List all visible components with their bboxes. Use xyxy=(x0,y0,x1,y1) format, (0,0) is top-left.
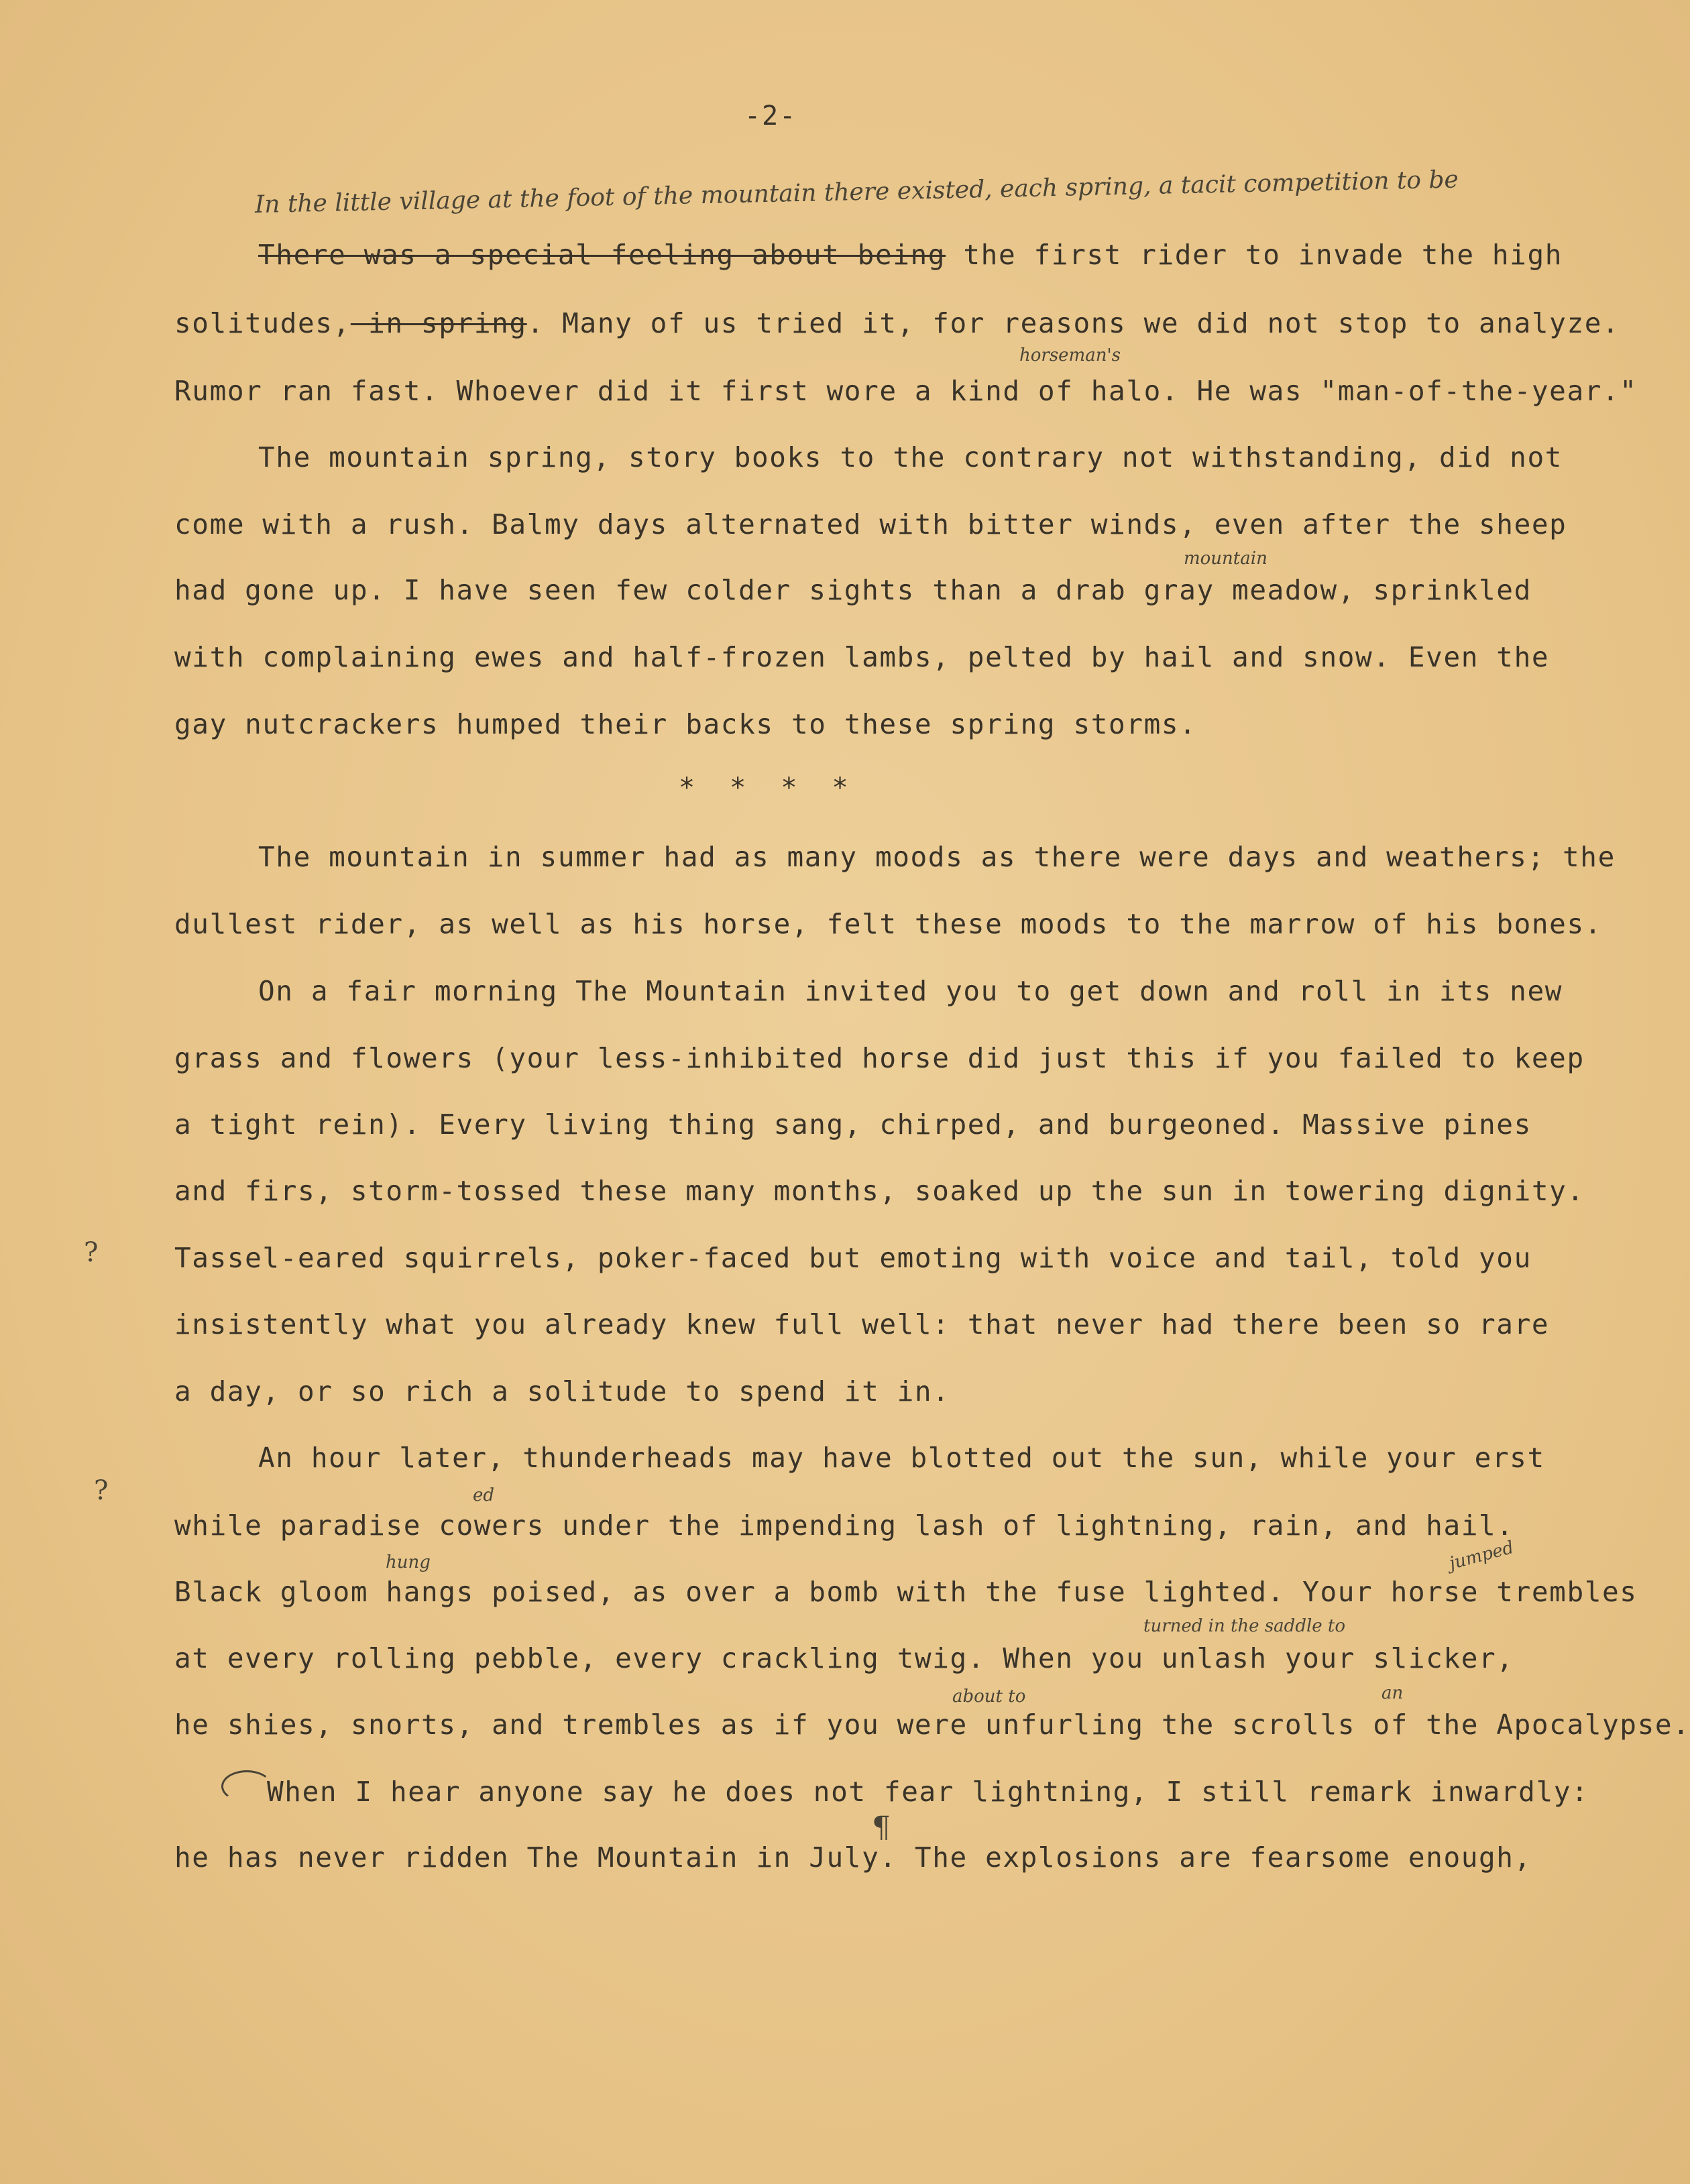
text-line: a day, or so rich a solitude to spend it in. xyxy=(174,1375,950,1407)
text-line: while paradise cowers under the impending lash of lightning, rain, and hail. xyxy=(174,1509,1514,1542)
text-line: at every rolling pebble, every crackling twig. When you unlash your slicker, xyxy=(174,1642,1514,1674)
handwritten-hung: hung xyxy=(386,1552,431,1572)
text-line: dullest rider, as well as his horse, felt these moods to the marrow of his bones. xyxy=(174,908,1603,940)
handwritten-about-to: about to xyxy=(952,1686,1026,1707)
struck-text: in spring xyxy=(350,307,527,339)
struck-text: There was a special feeling about being xyxy=(258,239,946,271)
text-line: had gone up. I have seen few colder sights than a drab gray meadow, sprinkled xyxy=(174,574,1532,606)
text-line: The mountain spring, story books to the contrary not withstanding, did not xyxy=(258,441,1563,473)
margin-question-mark: ? xyxy=(84,1237,99,1268)
text-line xyxy=(174,307,1620,339)
text-line: grass and flowers (your less-inhibited horse did just this if you failed to keep xyxy=(174,1042,1585,1074)
text-line: gay nutcrackers humped their backs to these spring storms. xyxy=(174,708,1197,740)
line-text: . Many of us tried it, for reasons we did not stop to analyze. xyxy=(526,307,1620,339)
handwritten-turned-in-saddle: turned in the saddle to xyxy=(1143,1616,1346,1636)
handwritten-jumped: jumped xyxy=(1447,1537,1516,1574)
text-line: he has never ridden The Mountain in July. The explosions are fearsome enough, xyxy=(174,1841,1532,1874)
text-line: a tight rein). Every living thing sang, chirped, and burgeoned. Massive pines xyxy=(174,1108,1532,1141)
page-number: -2- xyxy=(744,101,797,131)
text-line: The mountain in summer had as many moods as there were days and weathers; the xyxy=(258,841,1616,873)
margin-question-mark: ? xyxy=(94,1475,109,1506)
run-on-mark xyxy=(221,1770,272,1802)
text-line: Rumor ran fast. Whoever did it first wore a kind of halo. He was "man-of-the-year." xyxy=(174,375,1638,407)
paragraph-mark: ¶ xyxy=(872,1811,891,1845)
text-line: On a fair morning The Mountain invited you to get down and roll in its new xyxy=(258,975,1563,1007)
text-line: Black gloom hangs poised, as over a bomb with the fuse lighted. Your horse trembles xyxy=(174,1576,1638,1608)
text-line: come with a rush. Balmy days alternated with bitter winds, even after the sheep xyxy=(174,508,1567,540)
text-line: with complaining ewes and half-frozen lambs, pelted by hail and snow. Even the xyxy=(174,641,1550,673)
text-line: An hour later, thunderheads may have blotted out the sun, while your erst xyxy=(258,1442,1545,1474)
line-text: solitudes, xyxy=(174,307,351,339)
text-line: insistently what you already knew full well: that never had there been so rare xyxy=(174,1308,1550,1340)
handwritten-mountain: mountain xyxy=(1184,549,1268,569)
text-line: Tassel-eared squirrels, poker-faced but emoting with voice and tail, told you xyxy=(174,1242,1532,1274)
handwritten-insertion: In the little village at the foot of the mountain there existed, each spring, a tacit competition to be xyxy=(254,166,1459,219)
line-text: the first rider to invade the high xyxy=(946,239,1563,271)
section-separator: * * * * xyxy=(679,772,858,803)
handwritten-an: an xyxy=(1382,1683,1404,1703)
text-line: When I hear anyone say he does not fear lightning, I still remark inwardly: xyxy=(267,1776,1589,1808)
handwritten-ed: ed xyxy=(473,1485,495,1505)
text-line: he shies, snorts, and trembles as if you were unfurling the scrolls of the Apocalypse. xyxy=(174,1709,1690,1741)
text-line: and firs, storm-tossed these many months, soaked up the sun in towering dignity. xyxy=(174,1175,1585,1207)
handwritten-horseman: horseman's xyxy=(1019,345,1121,365)
text-line xyxy=(258,241,1563,269)
